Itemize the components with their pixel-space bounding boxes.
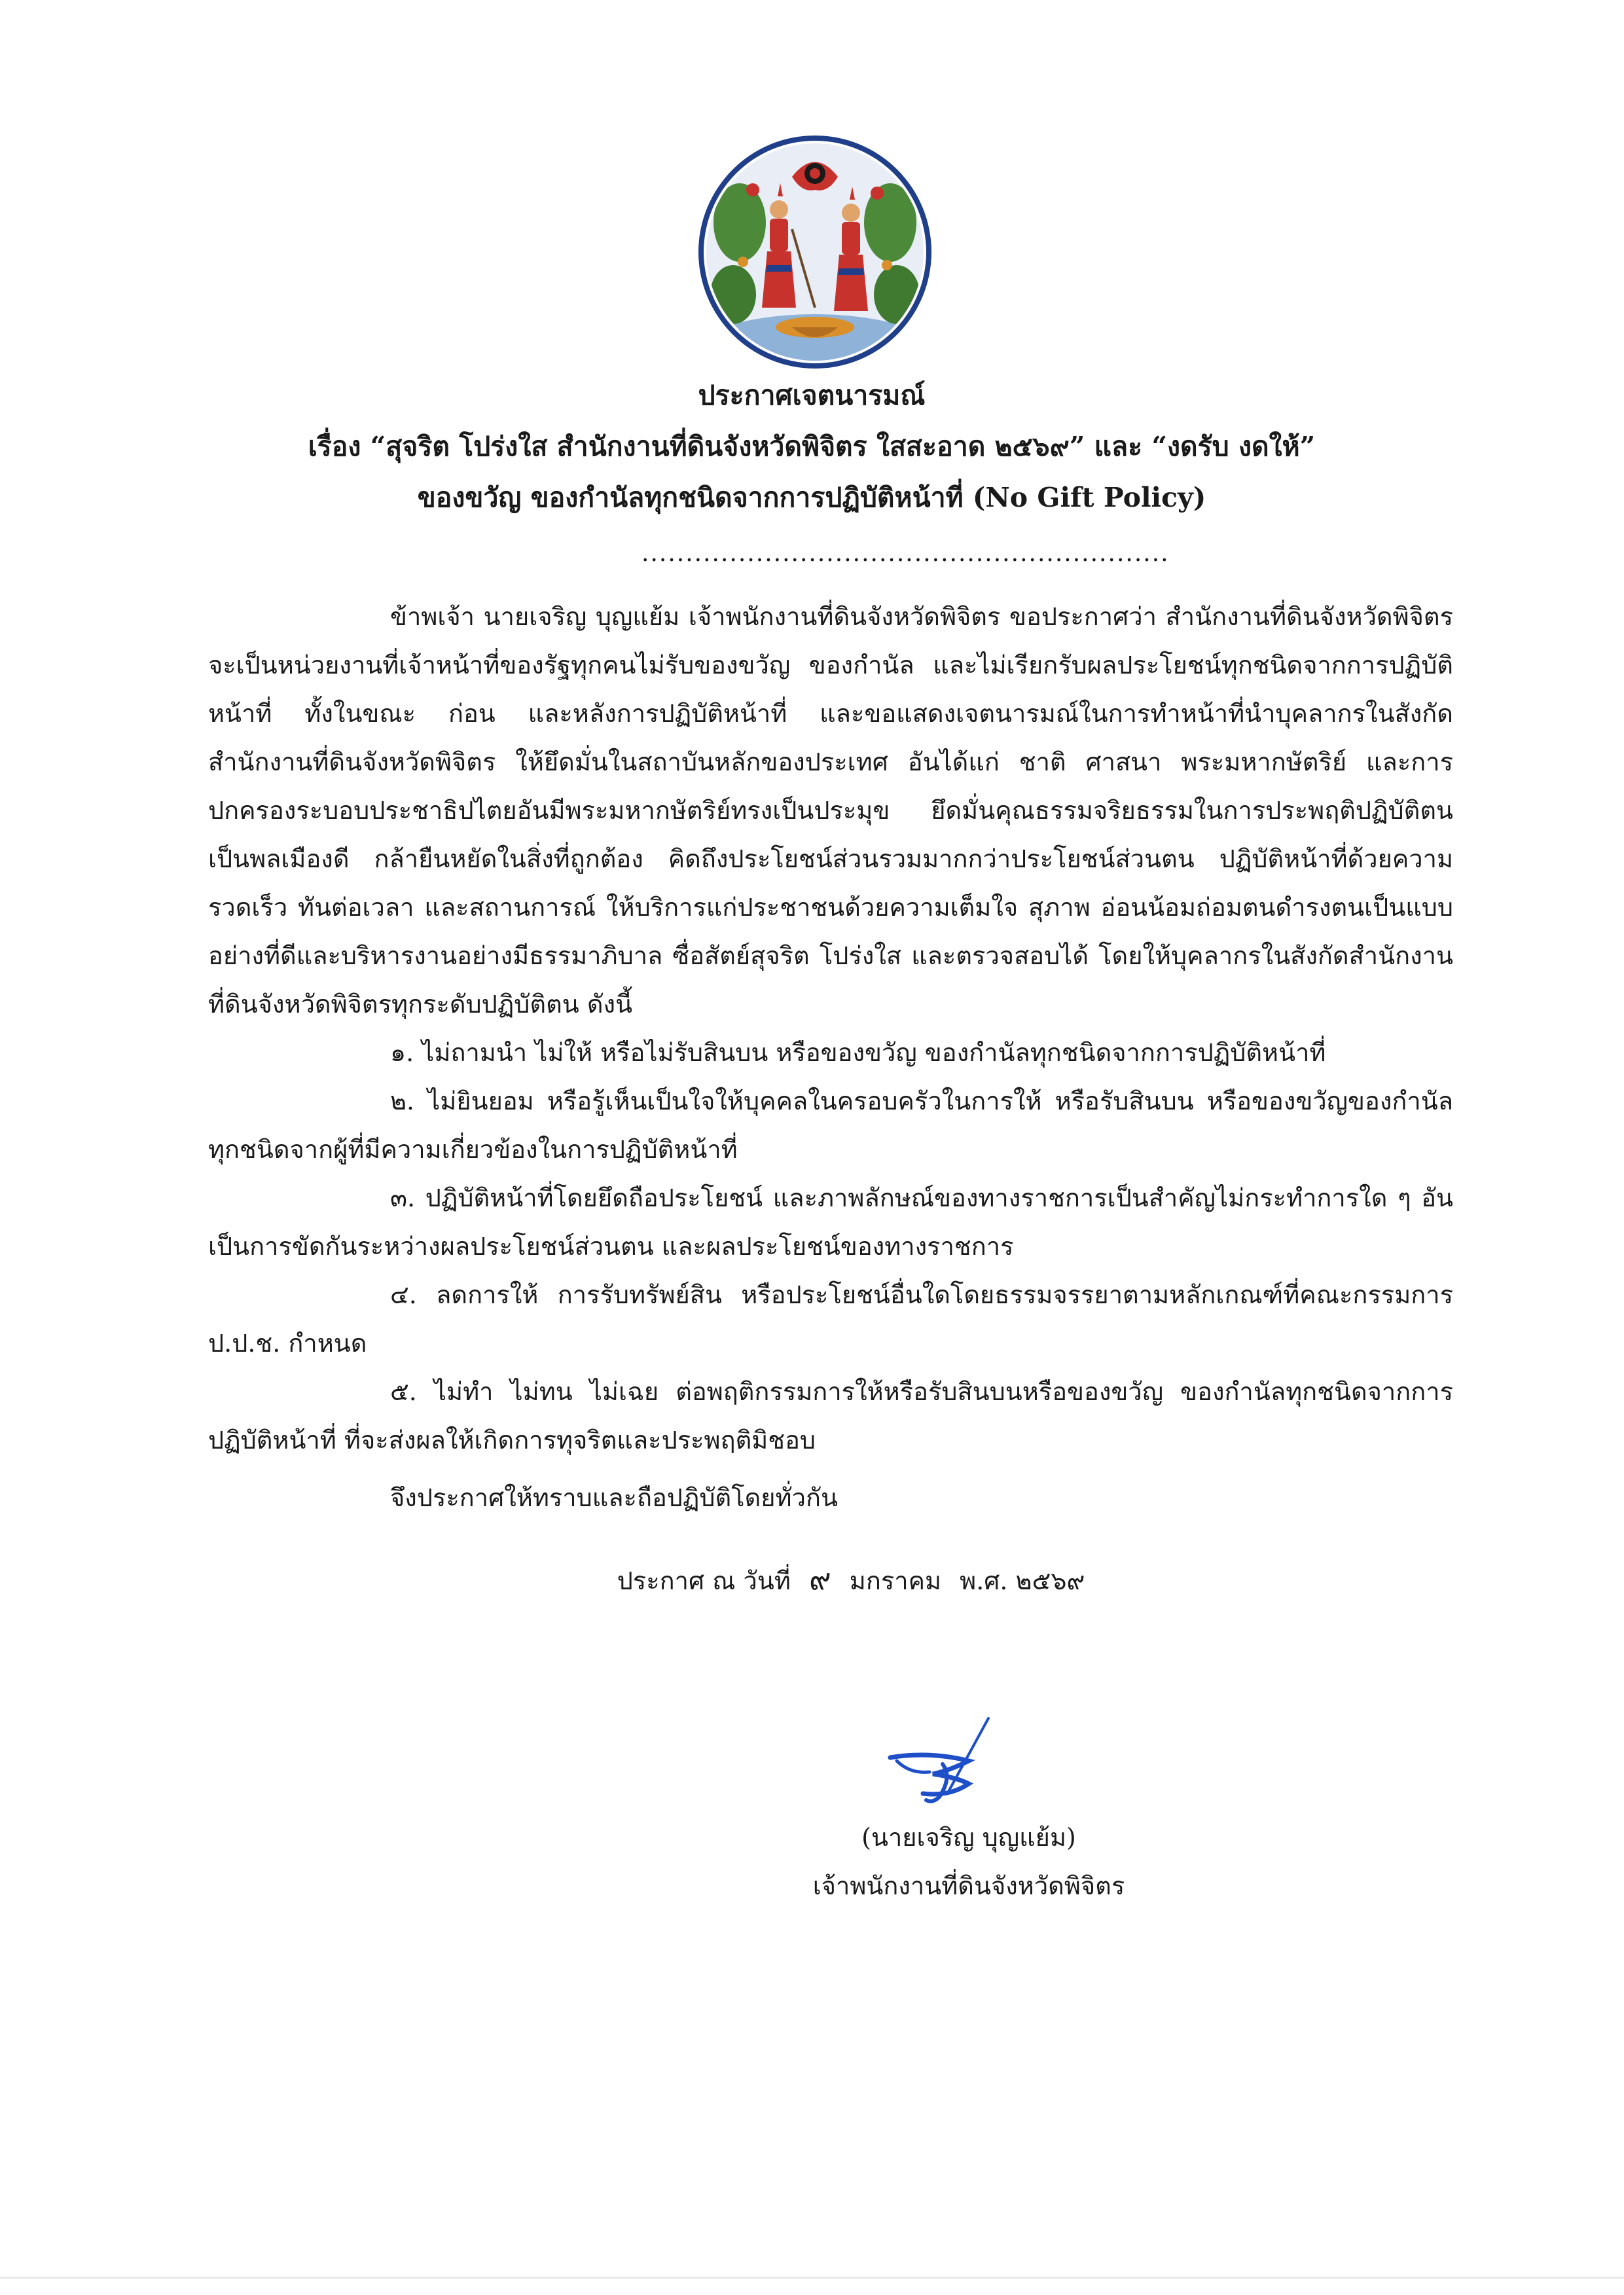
signer-position: เจ้าพนักงานที่ดินจังหวัดพิจิตร xyxy=(812,1871,1125,1900)
list-item: ๔. ลดการให้ การรับทรัพย์สิน หรือประโยชน์อื่นใดโดยธรรมจรรยาตามหลักเกณฑ์ที่คณะกรรมการ ป.ป.ช. กำหนด xyxy=(208,1280,1453,1358)
handwritten-signature xyxy=(871,1712,1021,1823)
page-bottom-edge xyxy=(0,2277,1624,2279)
list-item: ๕. ไม่ทำ ไม่ทน ไม่เฉย ต่อพฤติกรรมการให้หรือรับสินบนหรือของขวัญ ของกำนัลทุกชนิดจากการปฏิบัติหน้าที่ ที่จะส่งผลให้เกิดการทุจริตและประพฤติมิชอบ xyxy=(208,1377,1453,1455)
announcement-subject: เรื่อง “สุจริต โปร่งใส สำนักงานที่ดินจังหวัดพิจิตร ใสสะอาด ๒๕๖๙” และ “งดรับ งดให้” xyxy=(308,431,1316,462)
dotted-separator: ............................................................ xyxy=(641,540,1170,567)
announcement-title-block xyxy=(131,370,1492,523)
date-year: พ.ศ. ๒๕๖๙ xyxy=(960,1566,1085,1595)
announcement-subject-cont: ของขวัญ ของกำนัลทุกชนิดจากการปฏิบัติหน้าที่ (No Gift Policy) xyxy=(417,482,1206,513)
date-month: มกราคม xyxy=(849,1566,942,1595)
pichit-provincial-seal xyxy=(694,131,936,373)
announcement-date xyxy=(458,1555,1244,1605)
date-prefix: ประกาศ ณ วันที่ xyxy=(617,1566,791,1595)
signer-block xyxy=(720,1813,1218,1910)
intro-paragraph: ข้าพเจ้า นายเจริญ บุญแย้ม เจ้าพนักงานที่ดินจังหวัดพิจิตร ขอประกาศว่า สำนักงานที่ดินจังหวัดพิจิตรจะเป็นหน่วยงานที่เจ้าหน้าที่ของรัฐทุกคนไม่รับของขวัญ ของกำนัล และไม่เรียกรับผลประโยชน์ทุกชนิดจากการปฏิบัติหน้าที่ ทั้งในขณะ ก่อน และหลังการปฏิบัติหน้าที่ และขอแสดงเจตนารมณ์ในการทำหน้าที่นำบุคลากรในสังกัดสำนักงานที่ดินจังหวัดพิจิตร ให้ยึดมั่นในสถาบันหลักของประเทศ อันได้แก่ ชาติ ศาสนา พระมหากษัตริย์ และการปกครองระบอบประชาธิปไตยอันมีพระมหากษัตริย์ทรงเป็นประมุข ยึดมั่นคุณธรรมจริยธรรมในการประพฤติปฏิบัติตนเป็นพลเมืองดี กล้ายืนหยัดในสิ่งที่ถูกต้อง คิดถึงประโยชน์ส่วนรวมมากกว่าประโยชน์ส่วนตน ปฏิบัติหน้าที่ด้วยความรวดเร็ว ทันต่อเวลา และสถานการณ์ ให้บริการแก่ประชาชนด้วยความเต็มใจ สุภาพ อ่อนน้อมถ่อมตนดำรงตนเป็นแบบอย่างที่ดีและบริหารงานอย่างมีธรรมาภิบาล ซื่อสัตย์สุจริต โปร่งใส และตรวจสอบได้ โดยให้บุคลากรในสังกัดสำนักงานที่ดินจังหวัดพิจิตรทุกระดับปฏิบัติตน ดังนี้ xyxy=(208,602,1454,1019)
announcement-title: ประกาศเจตนารมณ์ xyxy=(698,380,926,411)
date-day: ๙ xyxy=(808,1561,831,1597)
list-item: ๒. ไม่ยินยอม หรือรู้เห็นเป็นใจให้บุคคลในครอบครัวในการให้ หรือรับสินบน หรือของขวัญของกำนัลทุกชนิดจากผู้ที่มีความเกี่ยวข้องในการปฏิบัติหน้าที่ xyxy=(208,1087,1453,1164)
signer-name: (นายเจริญ บุญแย้ม) xyxy=(861,1823,1076,1852)
list-item: ๓. ปฏิบัติหน้าที่โดยยึดถือประโยชน์ และภาพลักษณ์ของทางราชการเป็นสำคัญไม่กระทำการใด ๆ อันเป็นการขัดกันระหว่างผลประโยชน์ส่วนตน และผลประโยชน์ของทางราชการ xyxy=(208,1184,1453,1261)
closing-statement: จึงประกาศให้ทราบและถือปฏิบัติโดยทั่วกัน xyxy=(390,1483,838,1512)
announcement-body xyxy=(208,592,1453,1522)
list-item: ๑. ไม่ถามนำ ไม่ให้ หรือไม่รับสินบน หรือของขวัญ ของกำนัลทุกชนิดจากการปฏิบัติหน้าที่ xyxy=(390,1038,1326,1067)
